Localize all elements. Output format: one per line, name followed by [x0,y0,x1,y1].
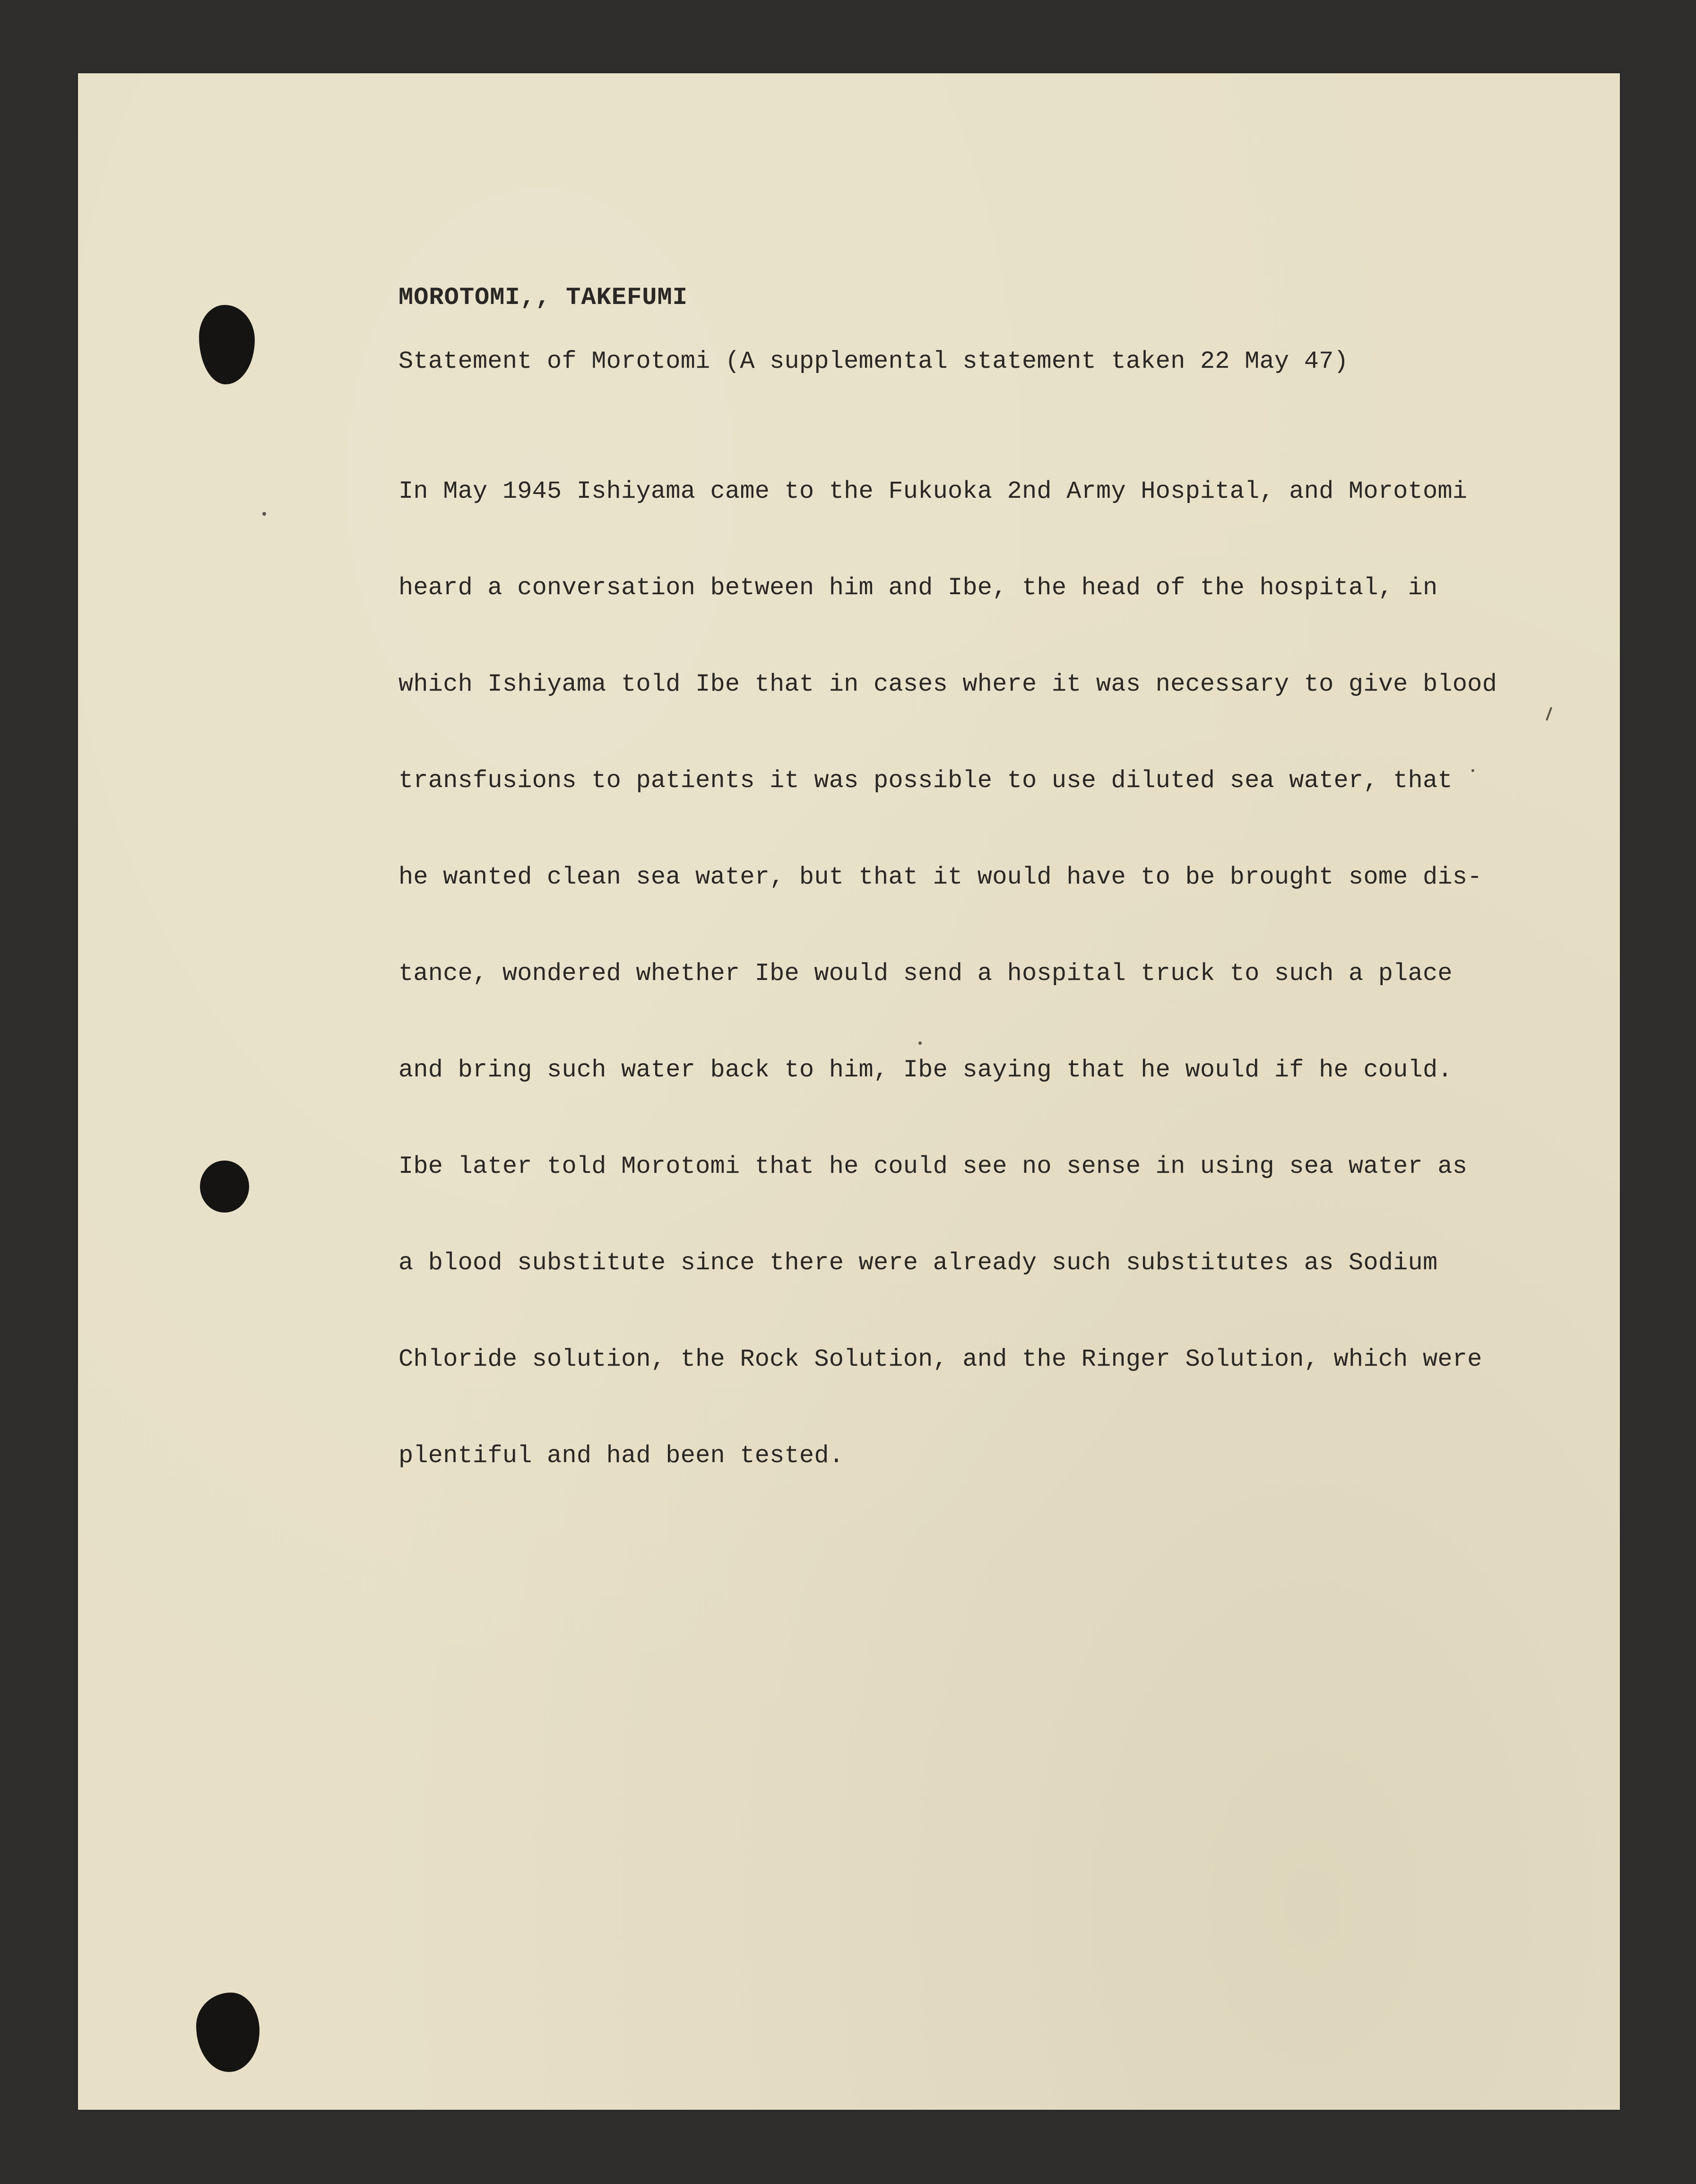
punch-hole-middle [200,1161,249,1213]
paper-speck [1546,707,1552,721]
document-subheading: Statement of Morotomi (A supplemental statement taken 22 May 47) [398,347,1349,375]
statement-line: and bring such water back to him, Ibe saying that he would if he could. [398,1056,1453,1084]
punch-hole-top [199,305,255,384]
statement-line: he wanted clean sea water, but that it would have to be brought some dis- [398,863,1482,891]
statement-line: which Ishiyama told Ibe that in cases where it was necessary to give blood [398,670,1497,698]
statement-line: tance, wondered whether Ibe would send a hospital truck to such a place [398,960,1453,988]
statement-line: transfusions to patients it was possible to use diluted sea water, that [398,767,1453,795]
paper-speck [262,512,266,516]
statement-line: In May 1945 Ishiyama came to the Fukuoka 2nd Army Hospital, and Morotomi [398,477,1468,505]
document-heading: MOROTOMI,, TAKEFUMI [398,284,688,312]
statement-line: Chloride solution, the Rock Solution, and the Ringer Solution, which were [398,1345,1482,1373]
document-page [78,73,1620,2110]
statement-body [398,411,1497,1536]
statement-line: a blood substitute since there were already such substitutes as Sodium [398,1249,1438,1277]
punch-hole-bottom [196,1993,260,2072]
statement-line: Ibe later told Morotomi that he could see no sense in using sea water as [398,1153,1468,1180]
statement-line: plentiful and had been tested. [398,1442,844,1470]
statement-line: heard a conversation between him and Ibe, the head of the hospital, in [398,574,1438,602]
